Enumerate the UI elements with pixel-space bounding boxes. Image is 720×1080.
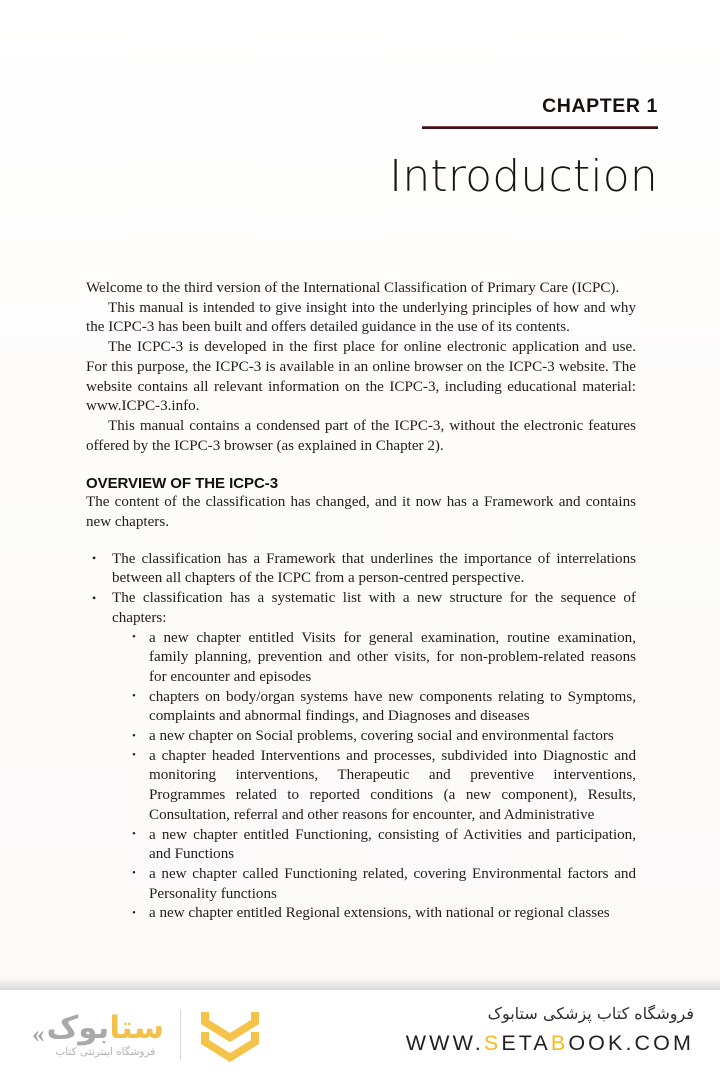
url-char: B <box>550 1031 569 1055</box>
list-item: • a new chapter called Functioning related, covering Environmental factors and Personality functions <box>130 865 636 904</box>
list-item: • a chapter headed Interventions and processes, subdivided into Diagnostic and monitoring interventions, Therapeutic and preventive interventions, Programmes related to reported conditions (a new component), Results, Consultation, referral and other reasons for encounter, and Administrative <box>130 747 636 826</box>
logo-word-gray: بوک <box>46 1009 110 1046</box>
url-char: . <box>474 1031 484 1055</box>
url-char: W <box>452 1031 475 1055</box>
url-char: C <box>634 1031 654 1055</box>
setabook-chevron-mark <box>197 1006 263 1064</box>
logo-wordmark <box>46 1009 165 1058</box>
footer-top-fade <box>0 978 720 990</box>
url-char: O <box>653 1031 673 1055</box>
url-char: S <box>483 1031 502 1055</box>
paragraph-4: This manual contains a condensed part of the ICPC-3, without the electronic features offered by the ICPC-3 browser (as explained in Chapter 2). <box>86 417 636 454</box>
body-column <box>86 279 636 924</box>
section-heading-overview: OVERVIEW OF THE ICPC-3 <box>86 475 278 493</box>
url-char: W <box>405 1031 430 1055</box>
list-item: • chapters on body/organ systems have new components relating to Symptoms, complaints and abnormal findings, and Diagnoses and diseases <box>130 688 636 727</box>
chapter-rule-divider <box>422 126 658 129</box>
url-char: M <box>672 1031 694 1055</box>
list-item <box>86 589 636 924</box>
brand-persian-tagline: فروشگاه کتاب پزشکی ستابوک <box>487 1004 694 1023</box>
setabook-brand-text <box>406 1004 694 1056</box>
page-title: Introduction <box>389 151 658 202</box>
list-item-label: The classification has a systematic list with a new structure for the sequence of chapters: <box>112 590 636 626</box>
section-intro-paragraph: The content of the classification has changed, and it now has a Framework and contains new chapters. <box>86 494 636 531</box>
overview-sub-bullet-list <box>112 629 636 925</box>
double-chevron-icon: « <box>32 1021 45 1048</box>
url-char: O <box>568 1031 589 1055</box>
paragraph-2: This manual is intended to give insight into the underlying principles of how and why the ICPC-3 has been built and offers detailed guidance in the use of its contents. <box>86 299 636 336</box>
logo-tagline: فروشگاه اینترنتی کتاب <box>55 1045 156 1058</box>
list-item: • a new chapter entitled Functioning, consisting of Activities and participation, and Functions <box>130 826 636 865</box>
paragraph-1: Welcome to the third version of the International Classification of Primary Care (ICPC). <box>86 280 620 296</box>
brand-website-url[interactable] <box>406 1031 694 1056</box>
list-item: • a new chapter entitled Visits for general examination, routine examination, family planning, prevention and other visits, for non-problem-related reasons for encounter and episodes <box>130 629 636 688</box>
chapter-label: CHAPTER 1 <box>542 95 658 117</box>
url-char: T <box>518 1031 534 1055</box>
logo-main-text <box>46 1009 165 1046</box>
url-char: E <box>501 1031 519 1055</box>
overview-bullet-list <box>86 550 636 924</box>
url-char: O <box>588 1031 608 1055</box>
url-char: A <box>533 1031 551 1055</box>
url-char: W <box>429 1031 453 1055</box>
paragraph-3: The ICPC-3 is developed in the first place for online electronic application and use. For this purpose, the ICPC-3 is available in an online browser on the ICPC-3 website. The website contains all relevant information on the ICPC-3, including educational material: www.ICPC-3.info. <box>86 339 636 415</box>
footer-banner <box>0 990 720 1080</box>
list-item: • The classification has a Framework that underlines the importance of interrelations between all chapters of the ICPC from a person-centred perspective. <box>86 550 636 589</box>
url-char: K <box>607 1031 626 1055</box>
chapter-header <box>318 96 658 129</box>
logo-word-gold: ستا <box>109 1009 165 1046</box>
list-item: • a new chapter on Social problems, covering social and environmental factors <box>130 727 636 747</box>
logo-divider <box>180 1010 181 1060</box>
url-char: . <box>625 1031 635 1055</box>
list-item: • a new chapter entitled Regional extensions, with national or regional classes <box>130 904 636 924</box>
setabook-logo[interactable] <box>32 1002 263 1068</box>
